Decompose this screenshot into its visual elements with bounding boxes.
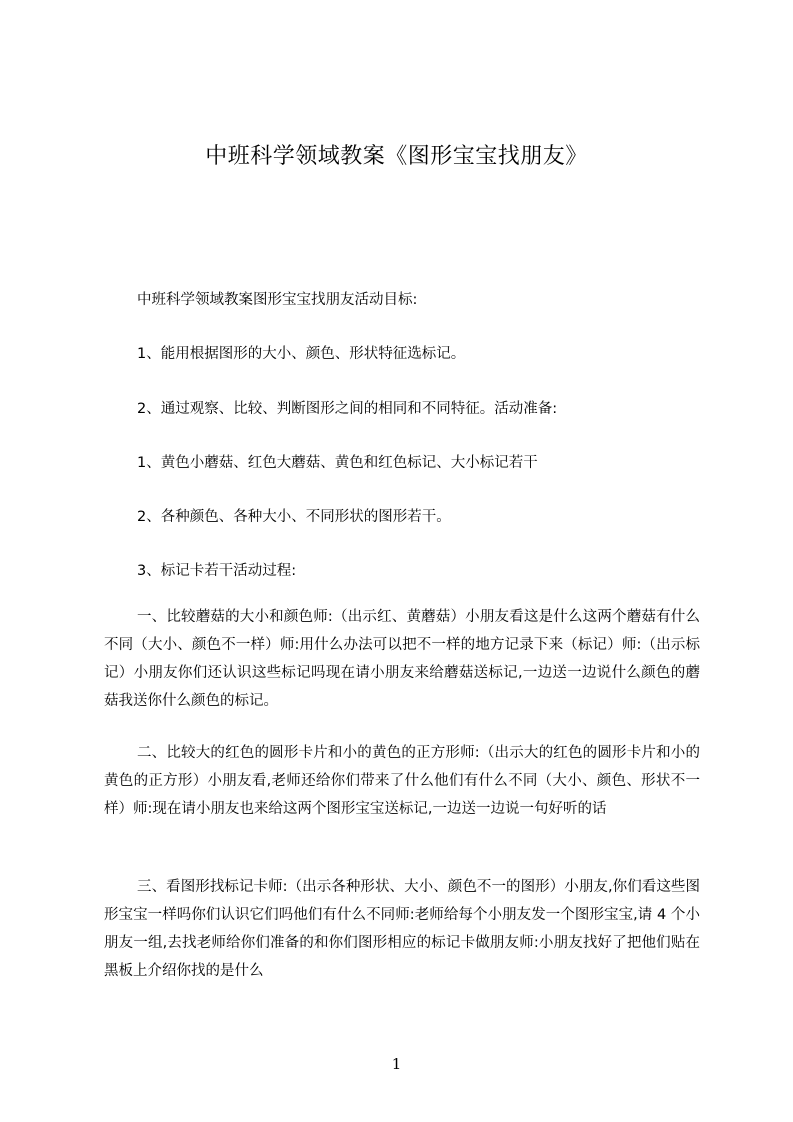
paragraph-objectives-heading: 中班科学领域教案图形宝宝找朋友活动目标: bbox=[137, 292, 418, 308]
page-title: 中班科学领域教案《图形宝宝找朋友》 bbox=[205, 144, 588, 169]
paragraph-process-step-3: 三、看图形找标记卡师:（出示各种形状、大小、颜色不一的图形）小朋友,你们看这些图形宝宝一样吗你们认识它们吗他们有什么不同师:老师给每个小朋友发一个图形宝宝,请 4 个小朋友一组,去找老师给你们准备的和你们图形相应的标记卡做朋友师:小朋友找好了把他们贴在黑板上介绍你找的是什么 bbox=[104, 879, 700, 979]
page-number: 1 bbox=[391, 1055, 402, 1073]
paragraph-preparation-3: 3、标记卡若干活动过程: bbox=[137, 563, 297, 579]
paragraph-process-step-1: 一、比较蘑菇的大小和颜色师:（出示红、黄蘑菇）小朋友看这是什么这两个蘑菇有什么不同（大小、颜色不一样）师:用什么办法可以把不一样的地方记录下来（标记）师:（出示标记）小朋友你们还认识这些标记吗现在请小朋友来给蘑菇送标记,一边送一边说什么颜色的蘑菇我送你什么颜色的标记。 bbox=[104, 609, 700, 709]
paragraph-process-step-2: 二、比较大的红色的圆形卡片和小的黄色的正方形师:（出示大的红色的圆形卡片和小的黄色的正方形）小朋友看,老师还给你们带来了什么他们有什么不同（大小、颜色、形状不一样）师:现在请小朋友也来给这两个图形宝宝送标记,一边送一边说一句好听的话 bbox=[104, 745, 700, 817]
paragraph-preparation-1: 1、黄色小蘑菇、红色大蘑菇、黄色和红色标记、大小标记若干 bbox=[137, 455, 538, 471]
paragraph-objective-2: 2、通过观察、比较、判断图形之间的相同和不同特征。活动准备: bbox=[137, 401, 558, 417]
paragraph-objective-1: 1、能用根据图形的大小、颜色、形状特征选标记。 bbox=[137, 346, 466, 362]
paragraph-preparation-2: 2、各种颜色、各种大小、不同形状的图形若干。 bbox=[137, 509, 451, 525]
